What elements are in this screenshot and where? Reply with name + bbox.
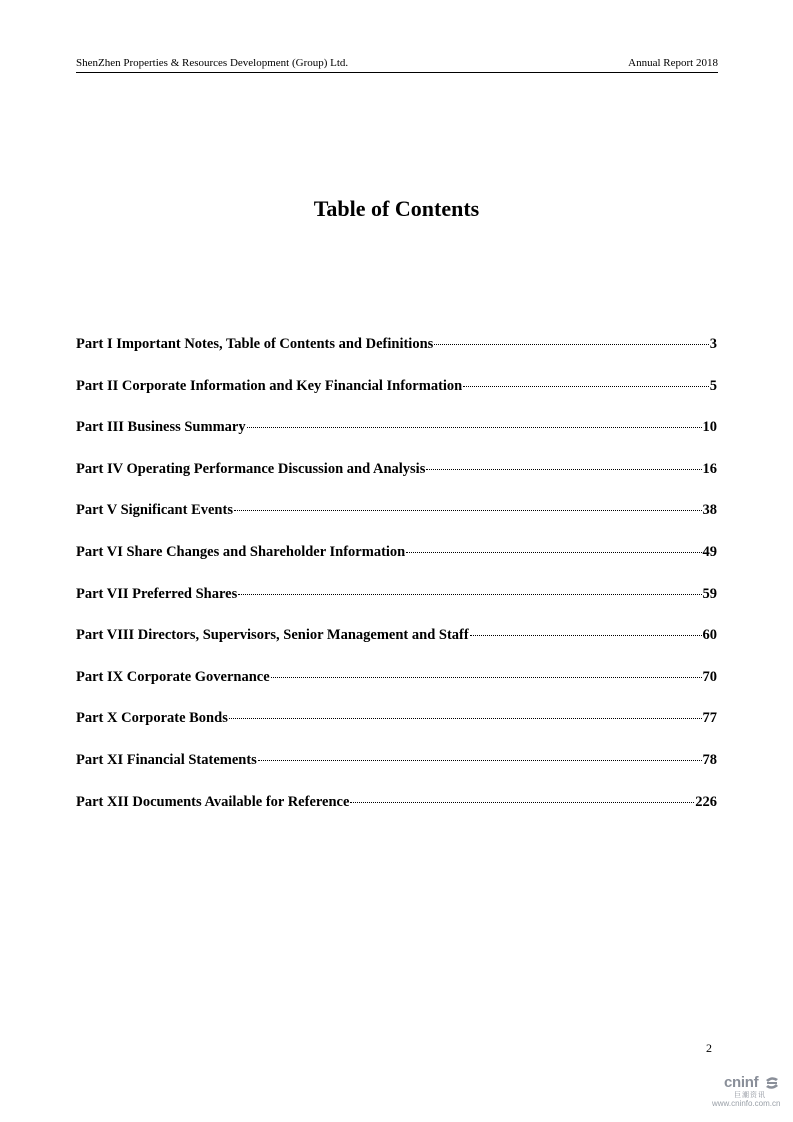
toc-entry-label: Part VI Share Changes and Shareholder Information [76, 543, 406, 560]
toc-entry-label: Part IV Operating Performance Discussion and Analysis [76, 460, 426, 477]
header-report-title: Annual Report 2018 [628, 57, 718, 69]
toc-entry[interactable] [76, 752, 717, 794]
watermark-subtitle: 巨潮资讯 [734, 1091, 766, 1099]
toc-entry-page: 10 [702, 419, 717, 436]
toc-entry[interactable] [76, 586, 717, 628]
toc-entry[interactable] [76, 669, 717, 711]
toc-entry-label: Part VII Preferred Shares [76, 585, 238, 602]
toc-leader-dots [238, 593, 701, 595]
toc-leader-dots [229, 717, 702, 719]
toc-entry-label: Part X Corporate Bonds [76, 710, 228, 727]
toc-entry-page: 78 [702, 751, 717, 768]
toc-leader-dots [258, 759, 702, 761]
toc-entry-page: 70 [702, 668, 717, 685]
toc-entry-label: Part V Significant Events [76, 502, 233, 519]
toc-entry-page: 226 [695, 793, 717, 810]
toc-entry[interactable] [76, 378, 717, 420]
toc-entry[interactable] [76, 336, 717, 378]
cninfo-watermark [712, 1074, 782, 1110]
toc-entry-page: 3 [709, 336, 717, 352]
toc-leader-dots [406, 551, 701, 553]
toc-entry-label: Part II Corporate Information and Key Financial Information [76, 377, 463, 394]
toc-entry[interactable] [76, 627, 717, 669]
toc-entry[interactable] [76, 502, 717, 544]
toc-entry[interactable] [76, 544, 717, 586]
toc-entry-page: 38 [702, 502, 717, 519]
toc-entry-label: Part I Important Notes, Table of Contents and Definitions [76, 336, 434, 352]
toc-leader-dots [234, 509, 702, 511]
toc-leader-dots [271, 676, 702, 678]
toc-entry[interactable] [76, 461, 717, 503]
toc-entry[interactable] [76, 710, 717, 752]
toc-leader-dots [434, 343, 708, 345]
page-number: 2 [706, 1041, 712, 1055]
toc-entry-page: 5 [709, 377, 717, 394]
toc-entry-page: 49 [702, 543, 717, 560]
toc-entry-page: 77 [702, 710, 717, 727]
toc-leader-dots [463, 385, 709, 387]
toc-leader-dots [426, 468, 701, 470]
toc-entry-page: 60 [702, 627, 717, 644]
toc-entry-label: Part XI Financial Statements [76, 751, 257, 768]
watermark-url: www.cninfo.com.cn [712, 1099, 781, 1108]
toc-entry-label: Part III Business Summary [76, 419, 246, 436]
watermark-logo-text: cninf [724, 1074, 759, 1091]
toc-leader-dots [470, 634, 702, 636]
page-header [76, 56, 718, 73]
header-company: ShenZhen Properties & Resources Development (Group) Ltd. [76, 57, 349, 69]
toc-entry-page: 16 [702, 460, 717, 477]
toc-entry-label: Part VIII Directors, Supervisors, Senior Management and Staff [76, 627, 469, 644]
page-title: Table of Contents [313, 196, 480, 221]
toc-leader-dots [350, 801, 694, 803]
toc-leader-dots [247, 426, 702, 428]
toc-entry-label: Part IX Corporate Governance [76, 668, 270, 685]
toc-entry-page: 59 [702, 585, 717, 602]
cninfo-logo-icon [764, 1076, 780, 1090]
toc-entry[interactable] [76, 419, 717, 461]
table-of-contents [76, 336, 717, 835]
toc-entry-label: Part XII Documents Available for Reference [76, 793, 350, 810]
toc-entry[interactable] [76, 794, 717, 836]
